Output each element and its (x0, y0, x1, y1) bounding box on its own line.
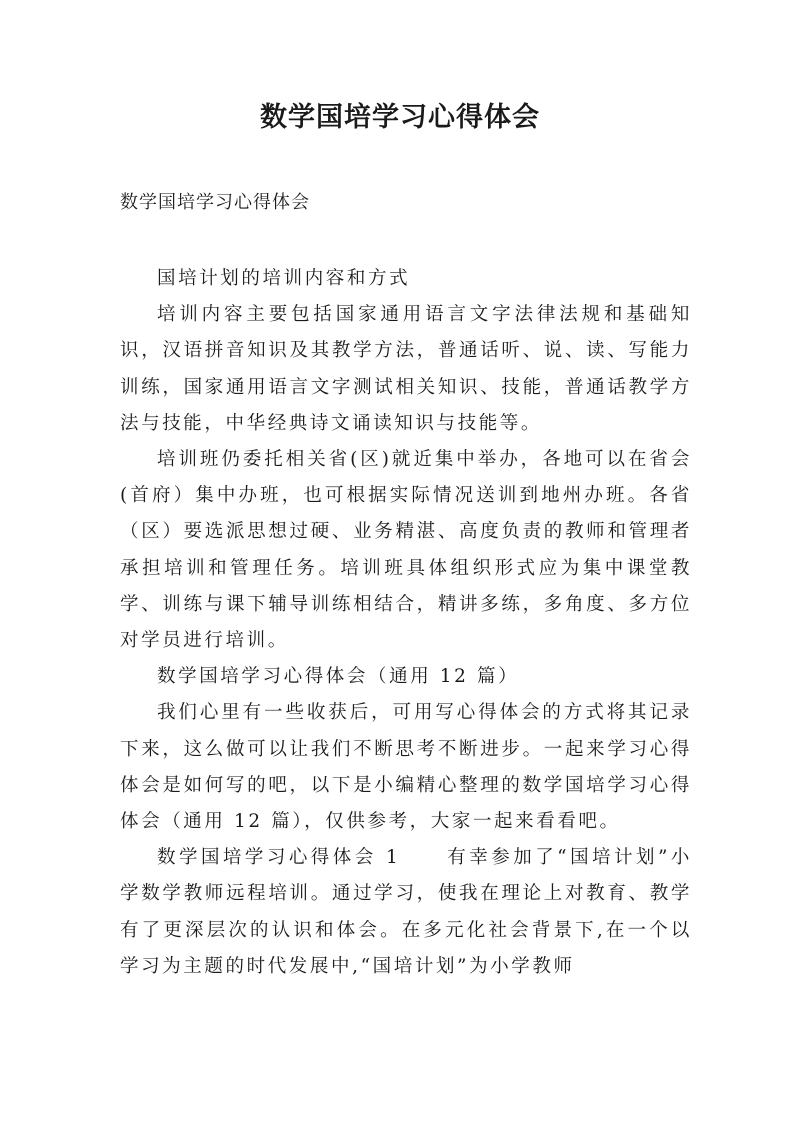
body-paragraph: 培训内容主要包括国家通用语言文字法律法规和基础知识，汉语拼音知识及其教学方法，普通话听、说、读、写能力训练，国家通用语言文字测试相关知识、技能，普通话教学方法与技能，中华经典诗文诵读知识与技能等。 (120, 304, 692, 434)
document-body (120, 261, 692, 985)
section-heading: 国培计划的培训内容和方式 (157, 268, 411, 289)
essay-text: 有幸参加了“国培计划”小学数学教师远程培训。通过学习，使我在理论上对教育、教学有了更深层次的认识和体会。在多元化社会背景下,在一个以学习为主题的时代发展中,“国培计划”为小学教师 (120, 847, 692, 977)
document-subtitle: 数学国培学习心得体会 (120, 192, 310, 213)
essay-label: 数学国培学习心得体会 1 (157, 847, 401, 869)
document-title: 数学国培学习心得体会 (260, 102, 540, 133)
body-paragraph (120, 840, 692, 985)
section-heading: 数学国培学习心得体会（通用 12 篇） (157, 666, 520, 688)
body-paragraph: 我们心里有一些收获后，可用写心得体会的方式将其记录下来，这么做可以让我们不断思考不断进步。一起来学习心得体会是如何写的吧，以下是小编精心整理的数学国培学习心得体会（通用 12 篇），仅供参考，大家一起来看看吧。 (120, 702, 692, 833)
body-paragraph: 培训班仍委托相关省(区)就近集中举办，各地可以在省会(首府）集中办班，也可根据实际情况送训到地州办班。各省（区）要选派思想过硬、业务精湛、高度负责的教师和管理者承担培训和管理任务。培训班具体组织形式应为集中课堂教学、训练与课下辅导训练相结合，精讲多练，多角度、多方位对学员进行培训。 (120, 449, 692, 652)
